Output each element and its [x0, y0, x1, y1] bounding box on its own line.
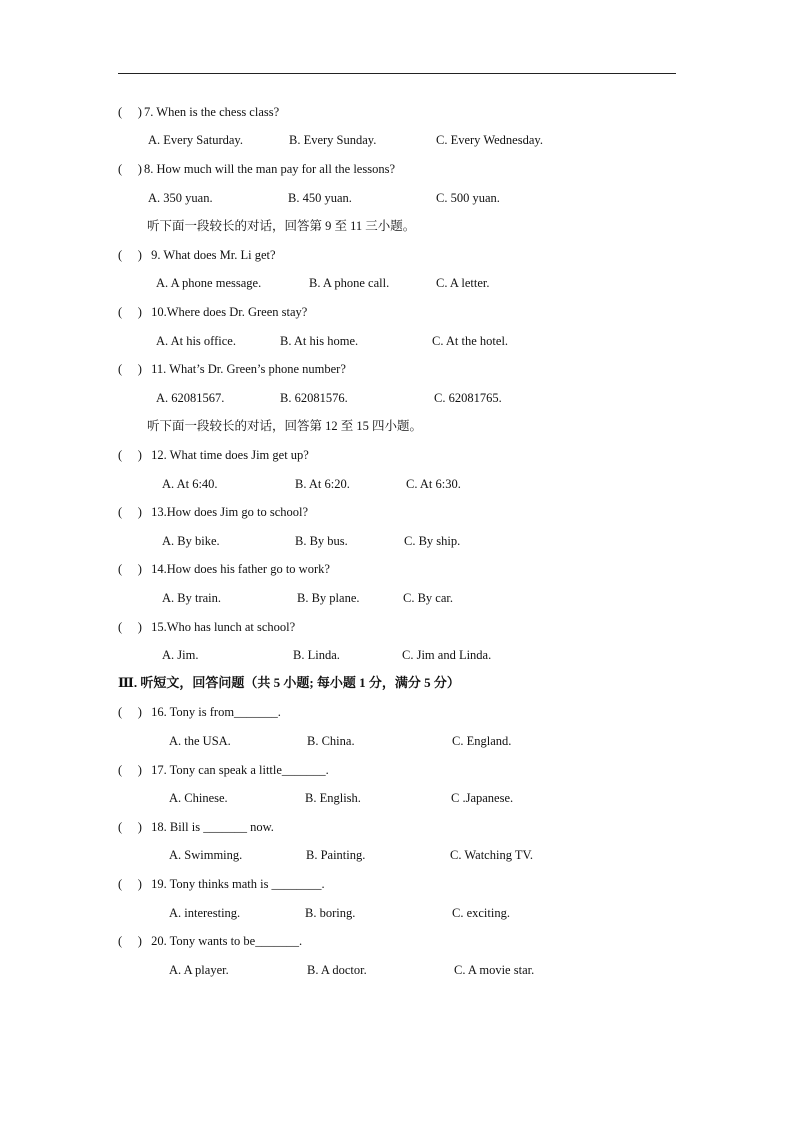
option-a: A. Chinese.	[169, 791, 228, 805]
question-text: 14.How does his father go to work?	[148, 562, 330, 576]
option-b: B. By bus.	[295, 534, 348, 548]
option-c: C. At 6:30.	[406, 477, 461, 491]
option-b: B. China.	[307, 734, 355, 748]
option-a: A. By train.	[162, 591, 222, 605]
question-11: ( ) 11. What’s Dr. Green’s phone number?	[118, 362, 346, 376]
listening-instruction: 听下面一段较长的对话，回答第 12 至 15 四小题。	[147, 419, 423, 433]
question-text: 9. What does Mr. Li get?	[148, 248, 276, 262]
option-b: B. By plane.	[297, 591, 360, 605]
question-text: 11. What’s Dr. Green’s phone number?	[148, 362, 346, 376]
question-16: ( ) 16. Tony is from_______.	[118, 705, 281, 719]
question-18: ( ) 18. Bill is _______ now.	[118, 820, 274, 834]
question-text: 15.Who has lunch at school?	[148, 620, 296, 634]
question-text: 17. Tony can speak a little_______.	[148, 763, 329, 777]
question-text: 19. Tony thinks math is ________.	[148, 877, 325, 891]
option-b: B. 62081576.	[280, 391, 348, 405]
option-c: C .Japanese.	[451, 791, 514, 805]
option-b: B. At his home.	[280, 334, 359, 348]
question-text: 12. What time does Jim get up?	[148, 448, 309, 462]
option-b: B. Painting.	[306, 848, 366, 862]
option-a: A. 350 yuan.	[148, 191, 213, 205]
option-b: B. boring.	[305, 906, 356, 920]
option-a: A. Swimming.	[169, 848, 243, 862]
option-b: B. A doctor.	[307, 963, 367, 977]
option-c: C. Jim and Linda.	[402, 648, 492, 662]
question-15: ( ) 15.Who has lunch at school?	[118, 620, 296, 634]
question-8: ( ) 8. How much will the man pay for all the lessons?	[118, 162, 395, 176]
option-a: A. At his office.	[156, 334, 236, 348]
option-a: A. A player.	[169, 963, 229, 977]
option-a: A. A phone message.	[156, 276, 262, 290]
option-c: C. exciting.	[452, 906, 510, 920]
option-c: C. At the hotel.	[432, 334, 509, 348]
option-c: C. By ship.	[404, 534, 461, 548]
section-heading: Ⅲ. 听短文，回答问题（共 5 小题; 每小题 1 分，满分 5 分）	[118, 675, 460, 690]
question-text: 7. When is the chess class?	[144, 105, 280, 119]
question-text: 13.How does Jim go to school?	[148, 505, 309, 519]
option-c: C. 62081765.	[434, 391, 502, 405]
question-13: ( ) 13.How does Jim go to school?	[118, 505, 309, 519]
option-a: A. At 6:40.	[162, 477, 218, 491]
option-a: A. Every Saturday.	[148, 133, 243, 147]
listening-instruction: 听下面一段较长的对话，回答第 9 至 11 三小题。	[147, 219, 416, 233]
option-c: C. A letter.	[436, 276, 490, 290]
option-a: A. 62081567.	[156, 391, 225, 405]
option-c: C. 500 yuan.	[436, 191, 500, 205]
option-c: C. England.	[452, 734, 512, 748]
option-b: B. A phone call.	[309, 276, 390, 290]
question-17: ( ) 17. Tony can speak a little_______.	[118, 763, 329, 777]
question-10: ( ) 10.Where does Dr. Green stay?	[118, 305, 308, 319]
option-c: C. Watching TV.	[450, 848, 534, 862]
question-7: ( ) 7. When is the chess class?	[118, 105, 280, 119]
option-a: A. the USA.	[169, 734, 231, 748]
question-text: 16. Tony is from_______.	[148, 705, 281, 719]
question-text: 18. Bill is _______ now.	[148, 820, 274, 834]
option-a: A. Jim.	[162, 648, 199, 662]
option-b: B. 450 yuan.	[288, 191, 352, 205]
question-14: ( ) 14.How does his father go to work?	[118, 562, 330, 576]
option-c: C. By car.	[403, 591, 453, 605]
question-12: ( ) 12. What time does Jim get up?	[118, 448, 309, 462]
question-text: 8. How much will the man pay for all the lessons?	[144, 162, 395, 176]
question-text: 10.Where does Dr. Green stay?	[148, 305, 308, 319]
question-20: ( ) 20. Tony wants to be_______.	[118, 934, 303, 948]
option-c: C. Every Wednesday.	[436, 133, 543, 147]
option-c: C. A movie star.	[454, 963, 535, 977]
question-9: ( ) 9. What does Mr. Li get?	[118, 248, 276, 262]
option-b: B. Linda.	[293, 648, 340, 662]
option-b: B. Every Sunday.	[289, 133, 377, 147]
option-b: B. At 6:20.	[295, 477, 350, 491]
option-a: A. interesting.	[169, 906, 241, 920]
question-19: ( ) 19. Tony thinks math is ________.	[118, 877, 325, 891]
option-b: B. English.	[305, 791, 361, 805]
option-a: A. By bike.	[162, 534, 220, 548]
question-text: 20. Tony wants to be_______.	[148, 934, 303, 948]
